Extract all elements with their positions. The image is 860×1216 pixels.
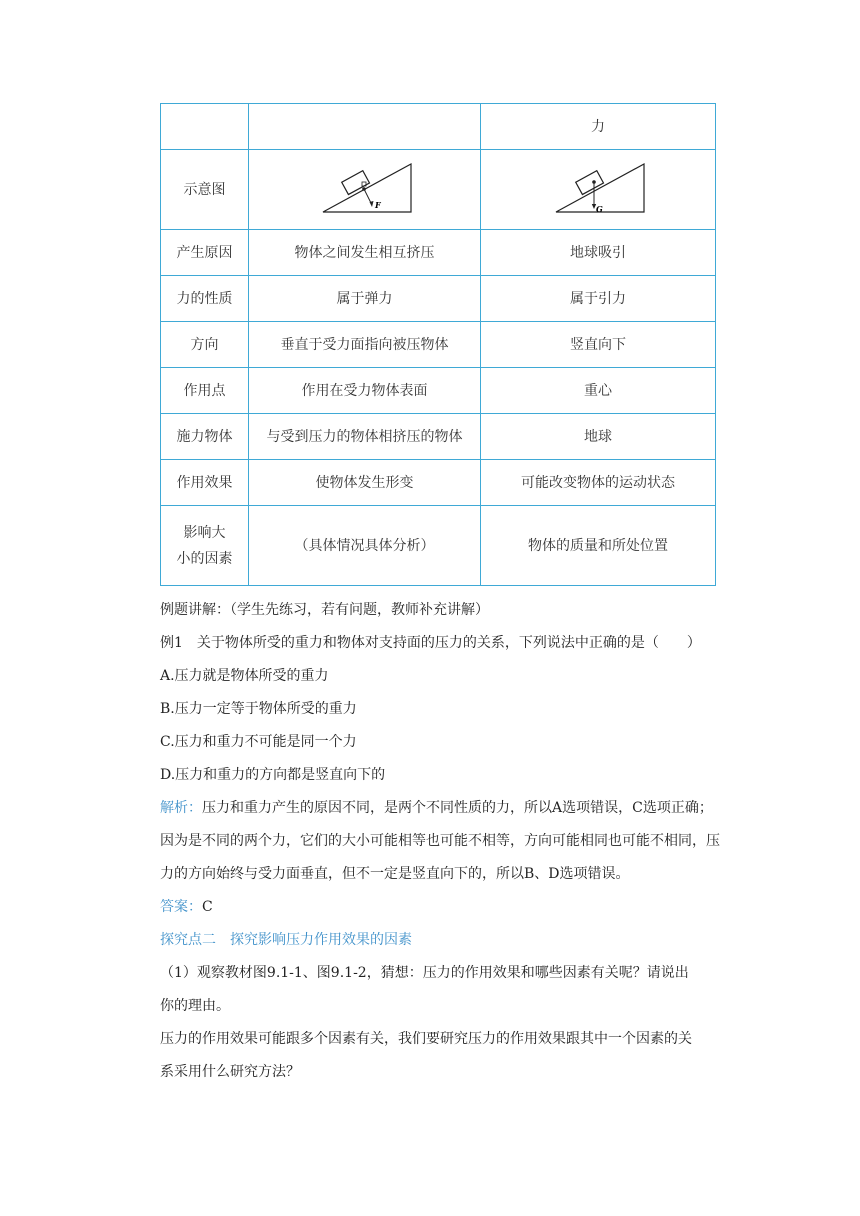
analysis-line: 因为是不同的两个力，它们的大小可能相等也可能不相等，方向可能相同也可能不相同，压 [160,833,720,849]
question-2-line: 压力的作用效果可能跟多个因素有关，我们要研究压力的作用效果跟其中一个因素的关 [160,1031,692,1047]
table-row [161,230,716,276]
gravity-diagram [548,160,648,220]
row-label: 作用效果 [161,460,249,506]
question-1-line: （1）观察教材图9.1-1、图9.1-2，猜想：压力的作用效果和哪些因素有关呢？请说出 [160,965,689,981]
pressure-cell: 物体之间发生相互挤压 [249,230,481,276]
table-row [161,322,716,368]
pressure-diagram-cell [249,150,481,230]
gravity-cell: 地球吸引 [481,230,716,276]
gravity-cell: 物体的质量和所处位置 [481,506,716,586]
gravity-cell: 地球 [481,414,716,460]
row-label-line: 影响大 [183,524,226,541]
pressure-diagram [315,160,415,220]
table-row [161,150,716,230]
gravity-cell: 竖直向下 [481,322,716,368]
question-2-line: 系采用什么研究方法？ [160,1064,300,1080]
force-label-f: F [374,199,381,210]
table-row [161,506,716,586]
row-label: 作用点 [161,368,249,414]
row-label: 产生原因 [161,230,249,276]
table-row [161,460,716,506]
row-label: 示意图 [161,150,249,230]
analysis-text: 压力和重力产生的原因不同，是两个不同性质的力，所以A选项错误，C选项正确； [202,800,713,816]
gravity-diagram-cell [481,150,716,230]
row-label [161,506,249,586]
table-row [161,368,716,414]
section-title: 探究点二 探究影响压力作用效果的因素 [160,932,412,948]
row-label-line: 小的因素 [176,550,233,567]
force-label-g: G [596,203,603,214]
header-cell: 力 [481,104,716,150]
question-1-line: 你的理由。 [160,998,230,1014]
option-a: A.压力就是物体所受的重力 [160,668,329,684]
pressure-cell: 使物体发生形变 [249,460,481,506]
pressure-cell: 垂直于受力面指向被压物体 [249,322,481,368]
row-label: 施力物体 [161,414,249,460]
example-intro: 例题讲解：（学生先练习，若有问题，教师补充讲解） [160,602,489,618]
option-d: D.压力和重力的方向都是竖直向下的 [160,767,386,783]
example-question: 例1 关于物体所受的重力和物体对支持面的压力的关系，下列说法中正确的是（ ） [160,635,701,651]
pressure-cell: 与受到压力的物体相挤压的物体 [249,414,481,460]
analysis-label: 解析： [160,800,202,816]
pressure-cell: 属于弹力 [249,276,481,322]
pressure-cell: （具体情况具体分析） [249,506,481,586]
pressure-cell: 作用在受力物体表面 [249,368,481,414]
analysis-paragraph [160,792,732,825]
header-cell [249,104,481,150]
option-c: C.压力和重力不可能是同一个力 [160,734,357,750]
analysis-line: 力的方向始终与受力面垂直，但不一定是竖直向下的，所以B、D选项错误。 [160,866,630,882]
table-row [161,276,716,322]
row-label: 力的性质 [161,276,249,322]
lesson-content [160,594,732,1089]
option-b: B.压力一定等于物体所受的重力 [160,701,357,717]
header-cell [161,104,249,150]
row-label: 方向 [161,322,249,368]
answer-label: 答案： [160,899,202,915]
answer-paragraph [160,891,732,924]
table-header-row [161,104,716,150]
comparison-table [160,103,716,586]
table-row [161,414,716,460]
answer-value: C [202,899,213,915]
gravity-cell: 重心 [481,368,716,414]
gravity-cell: 属于引力 [481,276,716,322]
gravity-cell: 可能改变物体的运动状态 [481,460,716,506]
